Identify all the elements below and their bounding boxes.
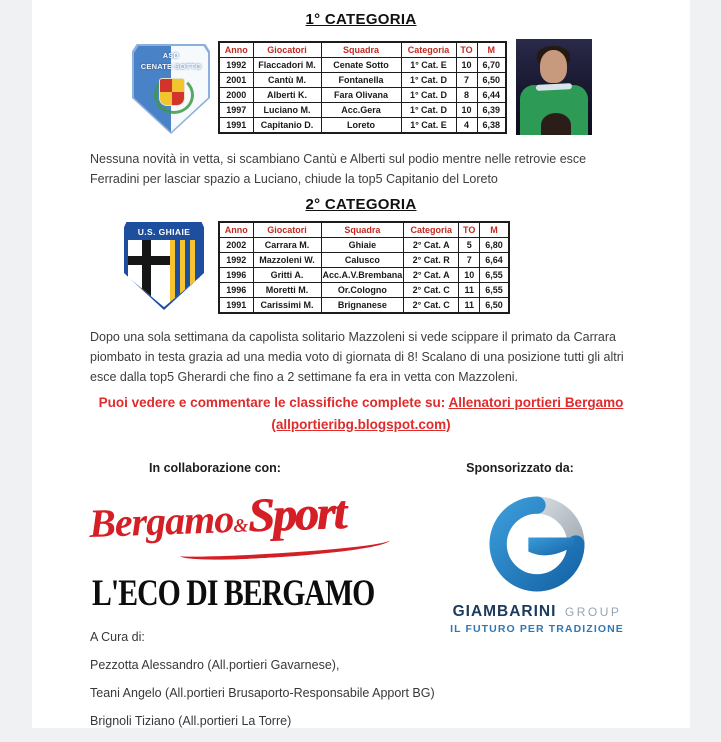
cell: 1991 (219, 118, 253, 134)
cell: Brignanese (321, 298, 404, 314)
credit-line: Pezzotta Alessandro (All.portieri Gavarnese), (90, 658, 340, 672)
cell: 1992 (219, 58, 253, 73)
cell: 1996 (219, 268, 253, 283)
cell: 6,44 (477, 88, 506, 103)
cell: Capitanio D. (253, 118, 321, 134)
cenate-sotto-crest-icon (132, 44, 210, 134)
cell: 2° Cat. C (404, 283, 459, 298)
col-anno: Anno (219, 42, 253, 58)
crest-text-asd: ASD (162, 53, 180, 60)
giambarini-logo (437, 490, 637, 635)
cell: 6,50 (480, 298, 509, 314)
table-row (219, 253, 509, 268)
document-page (32, 0, 690, 728)
cell: Ghiaie (321, 238, 404, 253)
crest-title: U.S. GHIAIE (137, 227, 191, 237)
ranking-table-cat1 (218, 41, 507, 134)
giambarini-group: GROUP (564, 605, 622, 619)
cell: 1991 (219, 298, 253, 314)
crest-mini-shield (159, 78, 185, 106)
crest-cross-field (128, 240, 170, 307)
blog-url-link[interactable]: (allportieribg.blogspot.com) (271, 416, 451, 432)
cell: 1° Cat. D (401, 88, 456, 103)
cell: 10 (456, 58, 477, 73)
blog-link[interactable]: Allenatori portieri Bergamo (448, 395, 624, 410)
cell: 2002 (219, 238, 253, 253)
cell: 1° Cat. D (401, 103, 456, 118)
col-to: TO (456, 42, 477, 58)
credit-line: Brignoli Tiziano (All.portieri La Torre) (90, 714, 292, 728)
col-m: M (480, 222, 509, 238)
col-squadra: Squadra (321, 222, 404, 238)
cell: 10 (456, 103, 477, 118)
crest-text-cenate-sotto: CENATE SOTTO (140, 62, 202, 71)
cell: 11 (459, 298, 480, 314)
cell: 6,64 (480, 253, 509, 268)
cell: 6,70 (477, 58, 506, 73)
table-row (219, 103, 506, 118)
foreground-head (541, 113, 571, 135)
crest-stripes (170, 240, 200, 307)
logo-ampersand: & (233, 515, 249, 537)
col-squadra: Squadra (321, 42, 401, 58)
cell: 1° Cat. E (401, 118, 456, 134)
logo-word-bergamo: Bergamo (88, 495, 234, 547)
table-header-row (219, 222, 509, 238)
section2-note: Dopo una sola settimana da capolista solitario Mazzoleni si vede scippare il primato da Carrara piombato in testa grazia ad una media voto di giornata di 8! Scalano di una posizione tutti gli altri esce dalla top5 Gherardi che fino a 2 settimane fa era in vetta con Mazzoleni. (90, 330, 624, 384)
cell: 6,80 (480, 238, 509, 253)
cell: Mazzoleni W. (253, 253, 321, 268)
collaboration-label: In collaborazione con: (149, 461, 281, 475)
cell: Gritti A. (253, 268, 321, 283)
cell: Acc.Gera (321, 103, 401, 118)
ranking-table-cat2 (218, 221, 510, 314)
col-categoria: Categoria (404, 222, 459, 238)
giambarini-tagline: IL FUTURO PER TRADIZIONE (450, 623, 624, 635)
section1-note: Nessuna novità in vetta, si scambiano Cantù e Alberti sul podio mentre nelle retrovie esce Ferradini per lasciar spazio a Luciano, chiude la top5 Capitanio del Loreto (90, 152, 587, 186)
cell: Carissimi M. (253, 298, 321, 314)
cell: 6,55 (480, 268, 509, 283)
cell: 2000 (219, 88, 253, 103)
cross-vertical (142, 240, 151, 307)
credits-block (90, 630, 650, 742)
player-photo (516, 39, 592, 135)
credit-line: Teani Angelo (All.portieri Brusaporto-Responsabile Apport BG) (90, 686, 435, 700)
giambarini-g-icon (483, 490, 591, 598)
cell: 6,39 (477, 103, 506, 118)
cell: Or.Cologno (321, 283, 404, 298)
cell: 1° Cat. E (401, 58, 456, 73)
table-row (219, 88, 506, 103)
cell: Alberti K. (253, 88, 321, 103)
col-giocatori: Giocatori (253, 222, 321, 238)
cell: 7 (456, 73, 477, 88)
table-row (219, 298, 509, 314)
credits-title: A Cura di: (90, 630, 145, 644)
cell: Cantù M. (253, 73, 321, 88)
cell: Fontanella (321, 73, 401, 88)
cell: Cenate Sotto (321, 58, 401, 73)
player-head (540, 50, 567, 83)
table-row (219, 268, 509, 283)
cell: 2° Cat. A (404, 268, 459, 283)
cell: 7 (459, 253, 480, 268)
cell: 1° Cat. D (401, 73, 456, 88)
cell: 6,55 (480, 283, 509, 298)
col-to: TO (459, 222, 480, 238)
table-row (219, 283, 509, 298)
cell: Luciano M. (253, 103, 321, 118)
cta-prefix: Puoi vedere e commentare le classifiche complete su: (98, 395, 449, 410)
cell: 1997 (219, 103, 253, 118)
table-row (219, 58, 506, 73)
section2-title: 2° CATEGORIA (305, 196, 417, 213)
cell: Moretti M. (253, 283, 321, 298)
cell: 8 (456, 88, 477, 103)
cta-banner (62, 392, 660, 435)
cell: Flaccadori M. (253, 58, 321, 73)
cell: 5 (459, 238, 480, 253)
cell: 2° Cat. R (404, 253, 459, 268)
section1-title: 1° CATEGORIA (305, 11, 417, 28)
cell: Acc.A.V.Brembana (321, 268, 404, 283)
cell: 6,50 (477, 73, 506, 88)
bergamo-sport-logo (88, 486, 390, 557)
cell: 10 (459, 268, 480, 283)
cell: 2° Cat. C (404, 298, 459, 314)
col-anno: Anno (219, 222, 253, 238)
cell: Fara Olivana (321, 88, 401, 103)
col-giocatori: Giocatori (253, 42, 321, 58)
cell: 2001 (219, 73, 253, 88)
eco-di-bergamo-logo: L'ECO DI BERGAMO (92, 572, 375, 614)
ghiaie-crest-icon (124, 222, 204, 310)
cell: Loreto (321, 118, 401, 134)
crest-field (128, 240, 200, 307)
cell: 1992 (219, 253, 253, 268)
cell: Calusco (321, 253, 404, 268)
cell: 4 (456, 118, 477, 134)
table-row (219, 238, 509, 253)
cross-horizontal (128, 256, 170, 265)
table-row (219, 73, 506, 88)
cell: 11 (459, 283, 480, 298)
giambarini-name: GIAMBARINI (452, 603, 557, 620)
col-categoria: Categoria (401, 42, 456, 58)
cell: 1996 (219, 283, 253, 298)
cell: 6,38 (477, 118, 506, 134)
cell: 2° Cat. A (404, 238, 459, 253)
table-row (219, 118, 506, 134)
cell: Carrara M. (253, 238, 321, 253)
table-header-row (219, 42, 506, 58)
col-m: M (477, 42, 506, 58)
sponsor-label: Sponsorizzato da: (466, 461, 574, 475)
logo-word-sport: Sport (246, 486, 346, 543)
